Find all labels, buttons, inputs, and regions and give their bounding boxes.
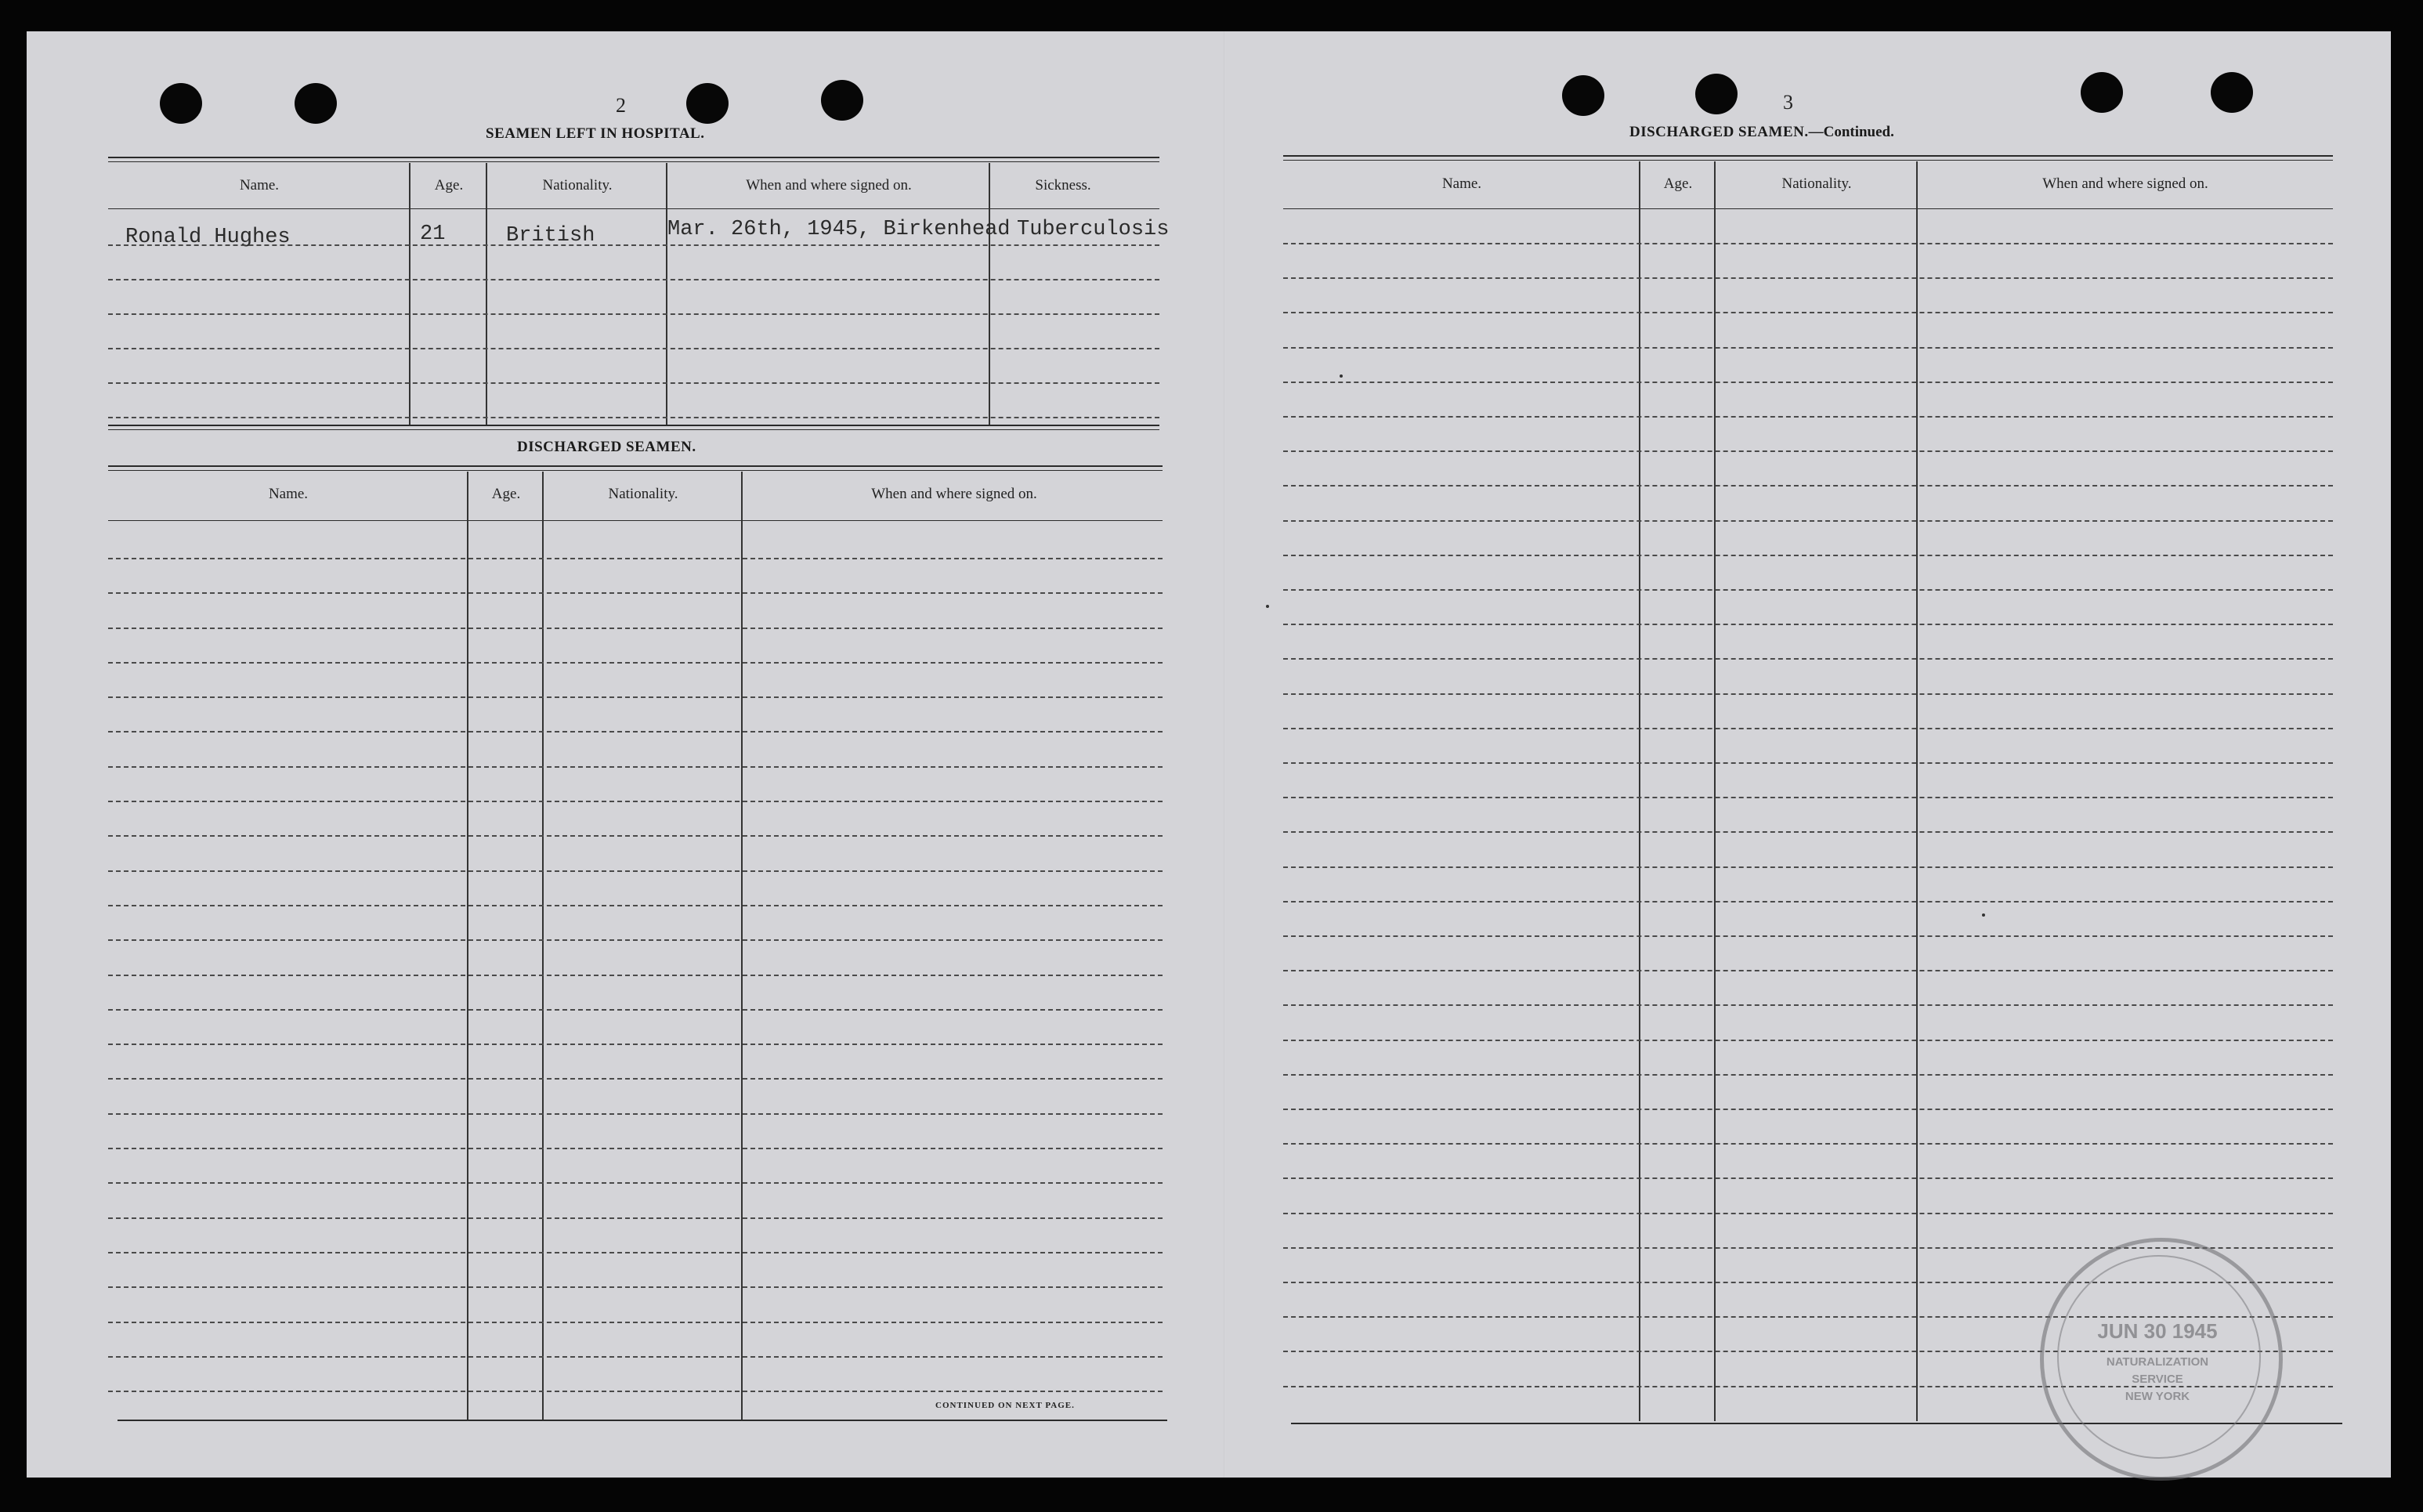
punch-hole (821, 80, 863, 121)
dashed-row-line (1283, 1074, 2333, 1076)
hospital-header-name: Name. (239, 177, 280, 194)
page-number-right: 3 (1783, 91, 1793, 114)
hospital-entry-sickness: Tuberculosis (1017, 218, 1170, 241)
dashed-row-line (1283, 624, 2333, 625)
dashed-row-line (1283, 347, 2333, 349)
dashed-row-line (1283, 485, 2333, 487)
stamp-text: SERVICE (2132, 1373, 2183, 1386)
dashed-row-line (1283, 555, 2333, 556)
dashed-row-line (1283, 1109, 2333, 1110)
dashed-row-line (1283, 1004, 2333, 1006)
rule (108, 465, 1163, 467)
rule (108, 161, 1159, 162)
column-divider (486, 163, 487, 425)
dashed-row-line (108, 592, 1163, 594)
page-number-left: 2 (616, 94, 626, 117)
column-divider (741, 472, 743, 1420)
column-divider (1714, 161, 1716, 1421)
right-header-nationality: Nationality. (1781, 175, 1852, 192)
punch-hole (295, 83, 337, 124)
dashed-row-line (108, 905, 1163, 906)
dashed-row-line (1283, 416, 2333, 418)
right-header-age: Age. (1663, 175, 1693, 192)
stamp-text: NEW YORK (2125, 1390, 2190, 1403)
dashed-row-line (108, 1286, 1163, 1288)
dashed-row-line (108, 939, 1163, 941)
right-header-name: Name. (1441, 175, 1482, 192)
column-divider (467, 472, 468, 1420)
punch-hole (686, 83, 729, 124)
rule (1283, 160, 2333, 161)
dashed-row-line (108, 1044, 1163, 1045)
naturalization-stamp (2040, 1238, 2291, 1488)
hospital-section-title: SEAMEN LEFT IN HOSPITAL. (486, 125, 705, 142)
dashed-row-line (1283, 1143, 2333, 1145)
rule (118, 1420, 1167, 1421)
hospital-entry-age: 21 (420, 222, 446, 246)
rule (108, 208, 1159, 209)
dashed-row-line (108, 1391, 1163, 1392)
dashed-row-line (1283, 970, 2333, 971)
manifest-sheet (27, 31, 2391, 1478)
dashed-row-line (108, 766, 1163, 768)
dashed-row-line (108, 662, 1163, 664)
paper-speck (1266, 605, 1269, 608)
dashed-row-line (1283, 277, 2333, 279)
dashed-row-line (108, 313, 1159, 315)
dashed-row-line (1283, 935, 2333, 937)
right-section-title-suffix: —Continued. (1808, 124, 1894, 140)
dashed-row-line (1283, 243, 2333, 244)
dashed-row-line (108, 382, 1159, 384)
column-divider (1639, 161, 1640, 1421)
dashed-row-line (108, 1217, 1163, 1219)
hospital-entry-name: Ronald Hughes (125, 226, 291, 249)
dashed-row-line (108, 801, 1163, 802)
stamp-text: NATURALIZATION (2106, 1355, 2209, 1369)
discharged-section-title: DISCHARGED SEAMEN. (517, 439, 696, 455)
dashed-row-line (108, 279, 1159, 280)
right-section-title-main: DISCHARGED SEAMEN. (1629, 124, 1809, 140)
dashed-row-line (108, 835, 1163, 837)
dashed-row-line (1283, 866, 2333, 868)
rule (108, 520, 1163, 521)
column-divider (666, 163, 667, 425)
dashed-row-line (108, 1182, 1163, 1184)
dashed-row-line (1283, 450, 2333, 452)
dashed-row-line (1283, 901, 2333, 902)
dashed-row-line (1283, 382, 2333, 383)
dashed-row-line (108, 1009, 1163, 1011)
dashed-row-line (108, 1356, 1163, 1358)
rule (1283, 208, 2333, 209)
column-divider (989, 163, 990, 425)
rule (108, 470, 1163, 471)
punch-hole (1695, 74, 1738, 114)
dashed-row-line (1283, 693, 2333, 695)
rule (108, 425, 1159, 426)
punch-hole (2211, 72, 2253, 113)
hospital-entry-signed-on: Mar. 26th, 1945, Birkenhead (667, 218, 1011, 241)
punch-hole (160, 83, 202, 124)
dashed-row-line (1283, 312, 2333, 313)
dashed-row-line (108, 558, 1163, 559)
dashed-row-line (1283, 762, 2333, 764)
right-section-title (1629, 124, 1894, 141)
dashed-row-line (1283, 1213, 2333, 1214)
hospital-header-nationality: Nationality. (542, 177, 613, 194)
right-header-signed-on: When and where signed on. (2042, 175, 2208, 192)
dashed-row-line (108, 417, 1159, 418)
hospital-header-age: Age. (434, 177, 464, 194)
dashed-row-line (1283, 520, 2333, 522)
discharged-header-age: Age. (491, 486, 521, 502)
dashed-row-line (108, 696, 1163, 698)
column-divider (542, 472, 544, 1420)
dashed-row-line (108, 870, 1163, 872)
rule (108, 429, 1159, 430)
column-divider (409, 163, 410, 425)
discharged-header-nationality: Nationality. (608, 486, 678, 502)
rule (108, 157, 1159, 158)
discharged-header-signed-on: When and where signed on. (871, 486, 1037, 502)
paper-speck (1340, 374, 1343, 378)
page-fold (1224, 31, 1225, 1478)
dashed-row-line (1283, 797, 2333, 798)
dashed-row-line (108, 1148, 1163, 1149)
dashed-row-line (1283, 589, 2333, 591)
dashed-row-line (108, 244, 1159, 246)
dashed-row-line (1283, 658, 2333, 660)
dashed-row-line (108, 1322, 1163, 1323)
continued-note: CONTINUED ON NEXT PAGE. (935, 1401, 1075, 1410)
punch-hole (1562, 75, 1604, 116)
rule (1283, 155, 2333, 157)
dashed-row-line (1283, 728, 2333, 729)
paper-speck (1982, 913, 1985, 917)
dashed-row-line (108, 975, 1163, 976)
hospital-header-signed-on: When and where signed on. (746, 177, 912, 194)
hospital-entry-nationality: British (506, 224, 595, 248)
column-divider (1916, 161, 1918, 1421)
dashed-row-line (108, 628, 1163, 629)
dashed-row-line (108, 348, 1159, 349)
dashed-row-line (108, 1252, 1163, 1253)
dashed-row-line (1283, 1177, 2333, 1179)
dashed-row-line (108, 1113, 1163, 1115)
discharged-header-name: Name. (268, 486, 309, 502)
dashed-row-line (108, 731, 1163, 732)
hospital-header-sickness: Sickness. (1035, 177, 1091, 194)
dashed-row-line (1283, 1040, 2333, 1041)
dashed-row-line (108, 1078, 1163, 1080)
stamp-date: JUN 30 1945 (2097, 1319, 2218, 1343)
punch-hole (2081, 72, 2123, 113)
dashed-row-line (1283, 831, 2333, 833)
